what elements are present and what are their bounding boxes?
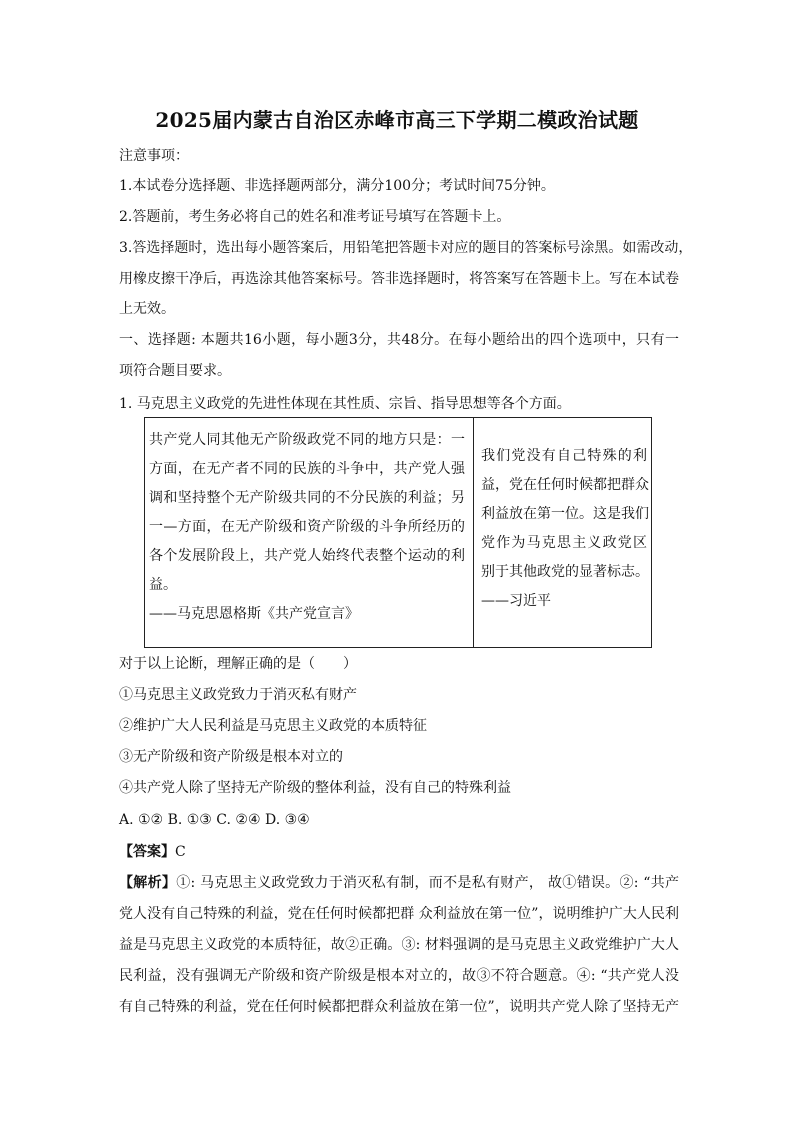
analysis-label: 【解析】 bbox=[119, 875, 177, 891]
quote-right-line: 别于其他政党的显著标志。 bbox=[481, 564, 649, 580]
notice-item-1: 1.本试卷分选择题、非选择题两部分，满分100分；考试时间75分钟。 bbox=[119, 178, 555, 194]
analysis-text: ①: 马克思主义政党致力于消灭私有制，而不是私有财产， 故①错误。②: “共产 bbox=[176, 875, 680, 891]
quote-left-line: 各个发展阶段上，共产党人始终代表整个运动的利 bbox=[149, 548, 465, 564]
quote-table bbox=[144, 417, 652, 648]
analysis-line: 党人没有自己特殊的利益，党在任何时候都把群 众利益放在第一位”，说明维护广大人民利 bbox=[119, 906, 679, 922]
analysis-line: 民利益，没有强调无产阶级和资产阶级是根本对立的，故③不符合题意。④: “共产党人没 bbox=[119, 968, 679, 984]
analysis-line: 有自己特殊的利益，党在任何时候都把群众利益放在第一位”，说明共产党人除了坚持无产 bbox=[119, 999, 679, 1015]
notice-item-3-line: 用橡皮擦干净后，再选涂其他答案标号。答非选择题时，将答案写在答题卡上。写在本试卷 bbox=[119, 271, 679, 287]
quote-right-source: ——习近平 bbox=[481, 593, 551, 609]
answer-label: 【答案】 bbox=[119, 844, 175, 860]
page-title: 2025届内蒙古自治区赤峰市高三下学期二模政治试题 bbox=[155, 108, 639, 132]
quote-left-line: 共产党人同其他无产阶级政党不同的地方只是：一 bbox=[149, 432, 465, 448]
analysis-line bbox=[119, 873, 679, 893]
option-item: ④共产党人除了坚持无产阶级的整体利益，没有自己的特殊利益 bbox=[119, 780, 511, 796]
answer-value: C bbox=[175, 844, 186, 860]
option-item: ②维护广大人民利益是马克思主义政党的本质特征 bbox=[119, 718, 427, 734]
table-divider bbox=[473, 418, 474, 647]
quote-left-source: ——马克思恩格斯《共产党宣言》 bbox=[149, 606, 359, 622]
question-stem: 1. 马克思主义政党的先进性体现在其性质、宗旨、指导思想等各个方面。 bbox=[119, 396, 571, 412]
quote-right-line: 利益放在第一位。这是我们 bbox=[481, 506, 649, 522]
quote-left-line: 方面，在无产者不同的民族的斗争中，共产党人强 bbox=[149, 461, 465, 477]
quote-left-line: 益。 bbox=[149, 577, 177, 593]
quote-left-line: 调和坚持整个无产阶级共同的不分民族的利益；另 bbox=[149, 490, 465, 506]
quote-right-line: 党作为马克思主义政党区 bbox=[481, 535, 647, 551]
notice-item-2: 2.答题前，考生务必将自己的姓名和准考证号填写在答题卡上。 bbox=[119, 209, 511, 225]
option-item: ③无产阶级和资产阶级是根本对立的 bbox=[119, 749, 343, 765]
section-heading-cont: 项符合题目要求。 bbox=[119, 363, 231, 379]
quote-right-line: 我们党没有自己特殊的利 bbox=[481, 448, 647, 464]
option-item: ①马克思主义政党致力于消灭私有财产 bbox=[119, 687, 357, 703]
notice-item-3-line: 上无效。 bbox=[119, 301, 175, 317]
answer-choices: A. ①② B. ①③ C. ②④ D. ③④ bbox=[119, 812, 310, 828]
section-heading: 一、选择题: 本题共16小题，每小题3分，共48分。在每小题给出的四个选项中，只有一 bbox=[119, 332, 679, 348]
notice-item-3-line: 3.答选择题时，选出每小题答案后，用铅笔把答题卡对应的题目的答案标号涂黑。如需改动， bbox=[119, 240, 693, 256]
analysis-line: 益是马克思主义政党的本质特征，故②正确。③: 材料强调的是马克思主义政党维护广大人 bbox=[119, 937, 679, 953]
answer-row bbox=[119, 842, 679, 862]
notice-heading: 注意事项： bbox=[119, 148, 189, 164]
question-prompt: 对于以上论断，理解正确的是（ ） bbox=[119, 656, 357, 672]
quote-left-line: 一—方面，在无产阶级和资产阶级的斗争所经历的 bbox=[149, 519, 465, 535]
quote-right-line: 益，党在任何时候都把群众 bbox=[481, 477, 649, 493]
